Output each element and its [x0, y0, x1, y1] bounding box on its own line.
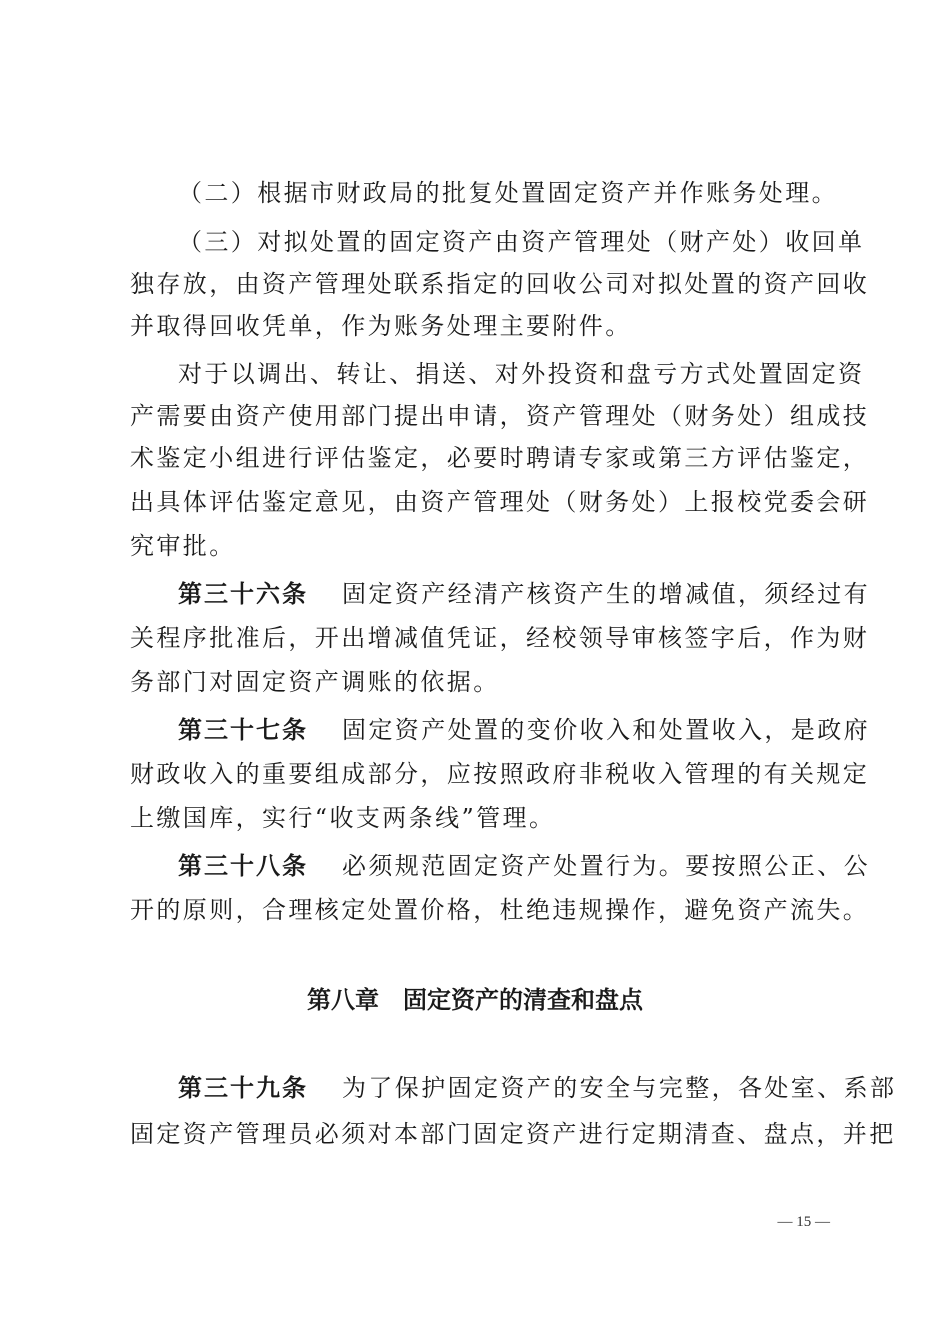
para-line: （二）根据市财政局的批复处置固定资产并作账务处理。: [178, 179, 838, 207]
para-line: 务部门对固定资产调账的依据。: [130, 668, 500, 696]
para-line: 上缴国库，实行“收支两条线”管理。: [130, 804, 556, 832]
article-37: [178, 712, 870, 748]
para-line: 对于以调出、转让、捐送、对外投资和盘亏方式处置固定资: [178, 360, 865, 388]
article-text: 固定资产处置的变价收入和处置收入，是政府: [342, 716, 870, 744]
article-heading: 第三十八条: [178, 852, 308, 880]
article-heading: 第三十九条: [178, 1074, 308, 1102]
para-line: 出具体评估鉴定意见，由资产管理处（财务处）上报校党委会研: [130, 488, 870, 516]
article-text: 固定资产经清产核资产生的增减值，须经过有: [342, 580, 870, 608]
article-36: [178, 576, 870, 612]
para-line: 产需要由资产使用部门提出申请，资产管理处（财务处）组成技: [130, 402, 870, 430]
para-line: 独存放，由资产管理处联系指定的回收公司对拟处置的资产回收: [130, 270, 870, 298]
para-line: 术鉴定小组进行评估鉴定，必要时聘请专家或第三方评估鉴定，: [130, 444, 870, 472]
article-heading: 第三十七条: [178, 716, 308, 744]
para-line: 财政收入的重要组成部分，应按照政府非税收入管理的有关规定: [130, 760, 870, 788]
para-line: 究审批。: [130, 532, 236, 560]
para-line: 开的原则，合理核定处置价格，杜绝违规操作，避免资产流失。: [130, 896, 870, 924]
article-39: [178, 1070, 897, 1106]
para-line: 关程序批准后，开出增减值凭证，经校领导审核签字后，作为财: [130, 624, 870, 652]
para-line: 固定资产管理员必须对本部门固定资产进行定期清查、盘点，并把: [130, 1120, 896, 1148]
article-text: 必须规范固定资产处置行为。要按照公正、公: [342, 852, 870, 880]
article-heading: 第三十六条: [178, 580, 308, 608]
article-text: 为了保护固定资产的安全与完整，各处室、系部: [342, 1074, 897, 1102]
chapter-title: 第八章 固定资产的清查和盘点: [307, 986, 643, 1014]
para-line: 并取得回收凭单，作为账务处理主要附件。: [130, 312, 632, 340]
article-38: [178, 848, 870, 884]
page-number: — 15 —: [777, 1214, 830, 1230]
para-line: （三）对拟处置的固定资产由资产管理处（财产处）收回单: [178, 228, 865, 256]
